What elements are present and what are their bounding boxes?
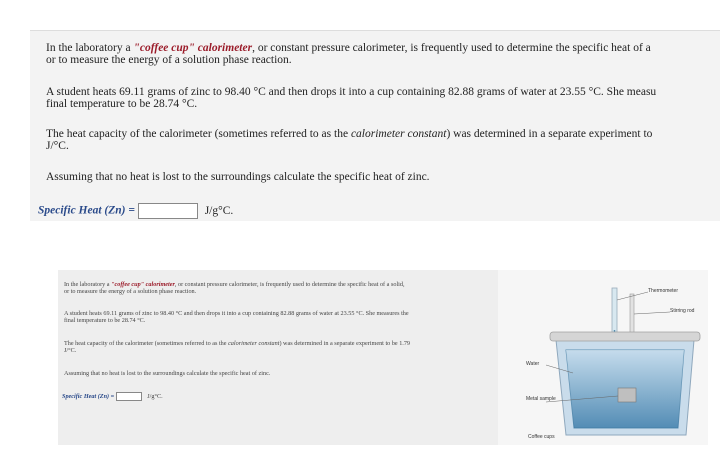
water-label: Water: [526, 361, 540, 367]
answer-unit-small: J/g°C.: [147, 392, 163, 400]
metal-sample-icon: [618, 388, 636, 402]
heat-capacity-line-1-small: The heat capacity of the calorimeter (sometimes referred to as the calorimeter constant) was determined in a separate experiment to be 1.79: [64, 340, 411, 347]
assumption-text: Assuming that no heat is lost to the surroundings calculate the specific heat of zinc.: [46, 171, 430, 183]
experiment-line-2: final temperature to be 28.74 °C.: [46, 98, 198, 110]
lid-icon: [550, 332, 700, 341]
cup-label: Coffee cups: [528, 434, 555, 440]
thermometer-label: Thermometer: [648, 288, 679, 294]
intro-line-2-small: or to measure the energy of a solution phase reaction.: [64, 288, 197, 295]
answer-label: Specific Heat (Zn) =: [38, 204, 135, 217]
calorimeter-term-small: "coffee cup" calorimeter: [111, 281, 175, 288]
calorimeter-diagram: [498, 270, 708, 445]
heat-capacity-line-2: J/°C.: [46, 140, 69, 152]
specific-heat-input-small[interactable]: [116, 392, 142, 401]
experiment-line-1: A student heats 69.11 grams of zinc to 98.40 °C and then drops it into a cup containing 82.88 grams of water at 23.55 °C. She measu: [46, 86, 657, 98]
calorimeter-term: "coffee cup" calorimeter: [133, 42, 253, 54]
intro-line-2: or to measure the energy of a solution phase reaction.: [46, 54, 292, 66]
calorimeter-constant-term-small: calorimeter constant: [228, 340, 280, 347]
heat-capacity-line-2-small: J/°C.: [64, 347, 77, 354]
answer-label-small: Specific Heat (Zn) =: [62, 392, 115, 400]
heat-capacity-line-1: The heat capacity of the calorimeter (sometimes referred to as the calorimeter constant) was determined in a separate experiment to: [46, 128, 653, 140]
question-panel: [30, 30, 720, 221]
assumption-text-small: Assuming that no heat is lost to the surroundings calculate the specific heat of zinc.: [64, 370, 271, 377]
specific-heat-input[interactable]: [138, 203, 198, 219]
answer-unit: J/g°C.: [204, 204, 234, 217]
stirring-label: Stirring rod: [670, 308, 695, 314]
question-panel-small: [58, 270, 708, 445]
answer-row: [38, 203, 233, 219]
metal-label: Metal sample: [526, 396, 556, 402]
experiment-line-1-small: A student heats 69.11 grams of zinc to 98.40 °C and then drops it into a cup containing 82.88 grams of water at 23.55 °C. She measures the: [64, 310, 409, 317]
answer-row-small: [62, 392, 163, 401]
calorimeter-constant-term: calorimeter constant: [350, 128, 447, 140]
calorimeter-illustration: [498, 270, 708, 445]
intro-line-1-small: In the laboratory a "coffee cup" calorimeter, or constant pressure calorimeter, is frequently used to determine the specific heat of a solid,: [64, 281, 405, 288]
experiment-line-2-small: final temperature to be 28.74 °C.: [64, 317, 146, 324]
intro-line-1: In the laboratory a "coffee cup" calorimeter, or constant pressure calorimeter, is frequently used to determine the specific heat of a: [46, 42, 651, 54]
